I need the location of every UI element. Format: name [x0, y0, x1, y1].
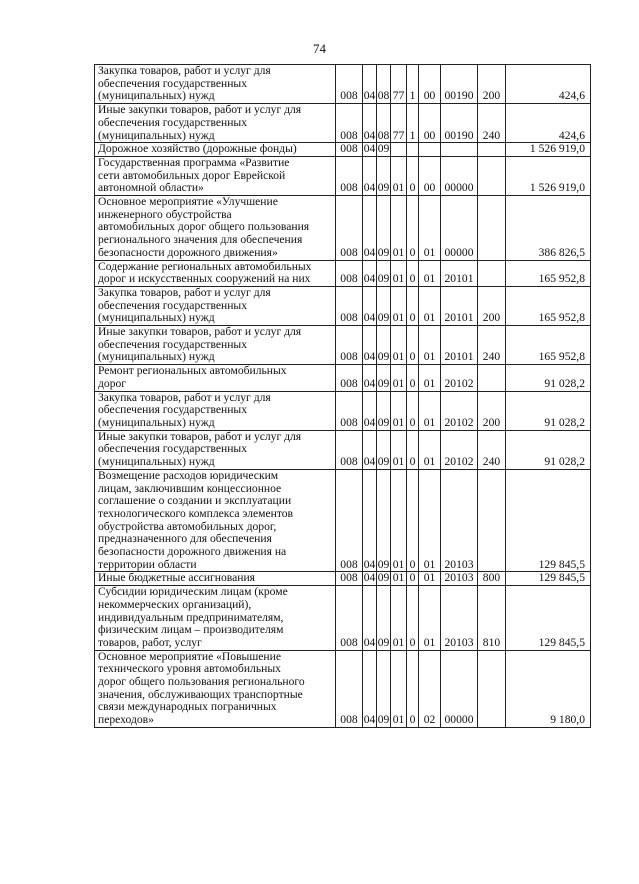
prog-cell: 01 — [391, 586, 407, 651]
group-cell: 02 — [419, 650, 441, 727]
expense-name-line: Иные закупки товаров, работ и услуг для — [98, 325, 302, 339]
expense-name-line: (муниципальных) нужд — [98, 455, 215, 469]
prog-cell: 01 — [391, 326, 407, 365]
group-cell: 01 — [419, 391, 441, 430]
group-cell: 00 — [419, 65, 441, 104]
expense-name-cell — [95, 586, 336, 651]
subsection-cell: 09 — [377, 286, 391, 325]
sub-cell: 0 — [407, 469, 419, 572]
expense-name-cell — [95, 260, 336, 286]
table-row — [95, 143, 591, 157]
table-row — [95, 430, 591, 469]
expense-name-cell — [95, 572, 336, 586]
expense-name-cell — [95, 430, 336, 469]
amount-cell: 165 952,8 — [506, 286, 591, 325]
expense-name-line: автомобильных дорог общего пользования — [98, 220, 310, 234]
group-cell: 01 — [419, 286, 441, 325]
expense-name-line: лицам, заключившим концессионное — [98, 481, 282, 495]
expense-name-line: обустройства автомобильных дорог, — [98, 519, 277, 533]
expense-name-line: Содержание региональных автомобильных — [98, 260, 312, 273]
amount-cell: 91 028,2 — [506, 365, 591, 391]
item-cell: 00000 — [441, 156, 478, 195]
expense-name-cell — [95, 104, 336, 143]
item-cell: 00000 — [441, 650, 478, 727]
expense-name-line: дорог общего пользования регионального — [98, 675, 305, 689]
amount-cell: 91 028,2 — [506, 391, 591, 430]
table-row — [95, 365, 591, 391]
prog-cell — [391, 143, 407, 157]
amount-cell: 129 845,5 — [506, 572, 591, 586]
section-cell: 04 — [363, 65, 377, 104]
table-row — [95, 286, 591, 325]
section-cell: 04 — [363, 430, 377, 469]
group-cell: 01 — [419, 469, 441, 572]
expense-name-line: Ремонт региональных автомобильных — [98, 364, 287, 378]
expense-name-line: товаров, работ, услуг — [98, 635, 202, 649]
sub-cell: 0 — [407, 260, 419, 286]
amount-cell: 1 526 919,0 — [506, 143, 591, 157]
expense-name-line: обеспечения государственных — [98, 298, 248, 312]
group-cell: 00 — [419, 104, 441, 143]
item-cell — [441, 143, 478, 157]
sub-cell: 0 — [407, 430, 419, 469]
table-row — [95, 572, 591, 586]
subsection-cell: 09 — [377, 326, 391, 365]
item-cell: 20102 — [441, 430, 478, 469]
group-cell: 01 — [419, 196, 441, 261]
sub-cell — [407, 143, 419, 157]
ministry-cell: 008 — [336, 586, 363, 651]
item-cell: 00190 — [441, 104, 478, 143]
sub-cell: 0 — [407, 286, 419, 325]
sub-cell: 1 — [407, 104, 419, 143]
table-row — [95, 156, 591, 195]
expense-name-line: технического уровня автомобильных — [98, 662, 281, 676]
expense-name-line: территории области — [98, 557, 197, 571]
exp-type-cell: 200 — [478, 286, 506, 325]
table-row — [95, 469, 591, 572]
page-number: 74 — [313, 41, 326, 56]
section-cell: 04 — [363, 260, 377, 286]
expense-name-line: (муниципальных) нужд — [98, 350, 215, 364]
expense-name-line: (муниципальных) нужд — [98, 311, 215, 325]
section-cell: 04 — [363, 469, 377, 572]
item-cell: 20103 — [441, 586, 478, 651]
exp-type-cell — [478, 650, 506, 727]
exp-type-cell — [478, 196, 506, 261]
subsection-cell: 09 — [377, 365, 391, 391]
prog-cell: 77 — [391, 104, 407, 143]
prog-cell: 01 — [391, 196, 407, 261]
budget-table — [94, 64, 591, 728]
item-cell: 20101 — [441, 326, 478, 365]
subsection-cell: 09 — [377, 260, 391, 286]
prog-cell: 77 — [391, 65, 407, 104]
expense-name-line: регионального значения для обеспечения — [98, 233, 303, 247]
exp-type-cell — [478, 156, 506, 195]
group-cell — [419, 143, 441, 157]
expense-name-cell — [95, 286, 336, 325]
subsection-cell: 09 — [377, 430, 391, 469]
exp-type-cell: 200 — [478, 65, 506, 104]
expense-name-line: обеспечения государственных — [98, 442, 248, 456]
table-row — [95, 586, 591, 651]
subsection-cell: 09 — [377, 469, 391, 572]
prog-cell: 01 — [391, 430, 407, 469]
expense-name-line: инженерного обустройства — [98, 207, 232, 221]
subsection-cell: 09 — [377, 391, 391, 430]
expense-name-cell — [95, 391, 336, 430]
subsection-cell: 08 — [377, 65, 391, 104]
expense-name-line: предназначенного для обеспечения — [98, 532, 272, 546]
expense-name-cell — [95, 143, 336, 157]
exp-type-cell: 810 — [478, 586, 506, 651]
ministry-cell: 008 — [336, 469, 363, 572]
subsection-cell: 09 — [377, 586, 391, 651]
table-row — [95, 260, 591, 286]
group-cell: 00 — [419, 156, 441, 195]
sub-cell: 1 — [407, 65, 419, 104]
exp-type-cell: 800 — [478, 572, 506, 586]
prog-cell: 01 — [391, 469, 407, 572]
expense-name-line: (муниципальных) нужд — [98, 89, 215, 103]
ministry-cell: 008 — [336, 430, 363, 469]
expense-name-line: обеспечения государственных — [98, 403, 248, 417]
expense-name-line: обеспечения государственных — [98, 76, 248, 90]
group-cell: 01 — [419, 260, 441, 286]
expense-name-line: безопасности дорожного движения» — [98, 245, 278, 259]
ministry-cell: 008 — [336, 286, 363, 325]
group-cell: 01 — [419, 326, 441, 365]
item-cell: 20101 — [441, 286, 478, 325]
subsection-cell: 09 — [377, 156, 391, 195]
expense-name-line: индивидуальным предпринимателям, — [98, 610, 284, 624]
amount-cell: 91 028,2 — [506, 430, 591, 469]
section-cell: 04 — [363, 196, 377, 261]
sub-cell: 0 — [407, 572, 419, 586]
subsection-cell: 09 — [377, 196, 391, 261]
expense-name-line: Государственная программа «Развитие — [98, 156, 290, 169]
exp-type-cell — [478, 260, 506, 286]
expense-name-line: некоммерческих организаций), — [98, 597, 252, 611]
item-cell: 20101 — [441, 260, 478, 286]
section-cell: 04 — [363, 142, 376, 156]
expense-name-line: обеспечения государственных — [98, 337, 248, 351]
ministry-cell: 008 — [336, 196, 363, 261]
prog-cell: 01 — [391, 365, 407, 391]
subsection-cell: 09 — [377, 571, 390, 585]
item-cell: 00190 — [441, 65, 478, 104]
exp-type-cell: 240 — [478, 326, 506, 365]
amount-cell: 424,6 — [506, 65, 591, 104]
expense-name-line: сети автомобильных дорог Еврейской — [98, 168, 286, 182]
section-cell: 04 — [363, 286, 377, 325]
amount-cell: 129 845,5 — [506, 469, 591, 572]
expense-name-line: обеспечения государственных — [98, 115, 248, 129]
expense-name-line: Дорожное хозяйство (дорожные фонды) — [98, 142, 297, 156]
expense-name-line: дорог и искусственных сооружений на них — [98, 272, 311, 286]
section-cell: 04 — [363, 365, 377, 391]
amount-cell: 424,6 — [506, 104, 591, 143]
expense-name-line: Возмещение расходов юридическим — [98, 469, 279, 482]
ministry-cell: 008 — [336, 650, 363, 727]
expense-name-line: Иные бюджетные ассигнования — [98, 571, 255, 585]
group-cell: 01 — [419, 586, 441, 651]
sub-cell: 0 — [407, 650, 419, 727]
exp-type-cell — [478, 469, 506, 572]
table-row — [95, 326, 591, 365]
table-row — [95, 104, 591, 143]
expense-name-line: Основное мероприятие «Улучшение — [98, 195, 278, 209]
expense-name-line: значения, обслуживающих транспортные — [98, 687, 303, 701]
exp-type-cell: 240 — [478, 430, 506, 469]
subsection-cell: 09 — [377, 142, 390, 156]
ministry-cell: 008 — [336, 156, 363, 195]
ministry-cell: 008 — [336, 104, 363, 143]
prog-cell: 01 — [391, 156, 407, 195]
expense-name-cell — [95, 156, 336, 195]
amount-cell: 9 180,0 — [506, 650, 591, 727]
expense-name-line: переходов» — [98, 713, 154, 727]
ministry-cell: 008 — [336, 391, 363, 430]
sub-cell: 0 — [407, 156, 419, 195]
prog-cell: 01 — [391, 572, 407, 586]
sub-cell: 0 — [407, 326, 419, 365]
expense-name-line: (муниципальных) нужд — [98, 415, 215, 429]
ministry-cell: 008 — [336, 365, 363, 391]
expense-name-cell — [95, 365, 336, 391]
prog-cell: 01 — [391, 391, 407, 430]
table-row — [95, 391, 591, 430]
item-cell: 20102 — [441, 391, 478, 430]
prog-cell: 01 — [391, 650, 407, 727]
group-cell: 01 — [419, 365, 441, 391]
amount-cell: 165 952,8 — [506, 326, 591, 365]
section-cell: 04 — [363, 650, 377, 727]
subsection-cell: 08 — [377, 104, 391, 143]
ministry-cell: 008 — [336, 143, 363, 157]
section-cell: 04 — [363, 326, 377, 365]
table-row — [95, 196, 591, 261]
amount-cell: 1 526 919,0 — [506, 156, 591, 195]
expense-name-line: Иные закупки товаров, работ и услуг для — [98, 103, 302, 117]
expense-name-line: соглашение о создании и эксплуатации — [98, 494, 292, 508]
section-cell: 04 — [363, 586, 377, 651]
ministry-cell: 008 — [336, 65, 363, 104]
table-row — [95, 650, 591, 727]
expense-name-line: безопасности дорожного движения на — [98, 545, 287, 559]
section-cell: 04 — [363, 571, 376, 585]
ministry-cell: 008 — [336, 326, 363, 365]
section-cell: 04 — [363, 156, 377, 195]
expense-name-line: дорог — [98, 376, 127, 390]
expense-name-line: Закупка товаров, работ и услуг для — [98, 391, 271, 404]
expense-name-line: автономной области» — [98, 181, 204, 195]
sub-cell: 0 — [407, 391, 419, 430]
expense-name-line: Иные закупки товаров, работ и услуг для — [98, 430, 302, 443]
amount-cell: 129 845,5 — [506, 586, 591, 651]
expense-name-line: связи международных пограничных — [98, 700, 277, 714]
sub-cell: 0 — [407, 586, 419, 651]
ministry-cell: 008 — [336, 572, 363, 586]
expense-name-line: Закупка товаров, работ и услуг для — [98, 286, 271, 299]
item-cell: 20103 — [441, 469, 478, 572]
sub-cell: 0 — [407, 365, 419, 391]
exp-type-cell: 240 — [478, 104, 506, 143]
prog-cell: 01 — [391, 286, 407, 325]
expense-name-line: Субсидии юридическим лицам (кроме — [98, 585, 288, 599]
ministry-cell: 008 — [336, 260, 363, 286]
exp-type-cell — [478, 143, 506, 157]
group-cell: 01 — [419, 430, 441, 469]
exp-type-cell — [478, 365, 506, 391]
section-cell: 04 — [363, 104, 377, 143]
table-row — [95, 65, 591, 104]
item-cell: 20102 — [441, 365, 478, 391]
expense-name-line: Закупка товаров, работ и услуг для — [98, 64, 271, 77]
expense-name-cell — [95, 326, 336, 365]
item-cell: 20103 — [441, 572, 478, 586]
expense-name-cell — [95, 650, 336, 727]
sub-cell: 0 — [407, 196, 419, 261]
exp-type-cell: 200 — [478, 391, 506, 430]
expense-name-line: технологического комплекса элементов — [98, 506, 293, 520]
expense-name-line: Основное мероприятие «Повышение — [98, 650, 281, 663]
prog-cell: 01 — [391, 260, 407, 286]
expense-name-cell — [95, 196, 336, 261]
amount-cell: 386 826,5 — [506, 196, 591, 261]
expense-name-line: (муниципальных) нужд — [98, 128, 215, 142]
item-cell: 00000 — [441, 196, 478, 261]
amount-cell: 165 952,8 — [506, 260, 591, 286]
expense-name-cell — [95, 65, 336, 104]
expense-name-line: физическим лицам – производителям — [98, 623, 284, 637]
subsection-cell: 09 — [377, 650, 391, 727]
section-cell: 04 — [363, 391, 377, 430]
expense-name-cell — [95, 469, 336, 572]
group-cell: 01 — [419, 572, 441, 586]
